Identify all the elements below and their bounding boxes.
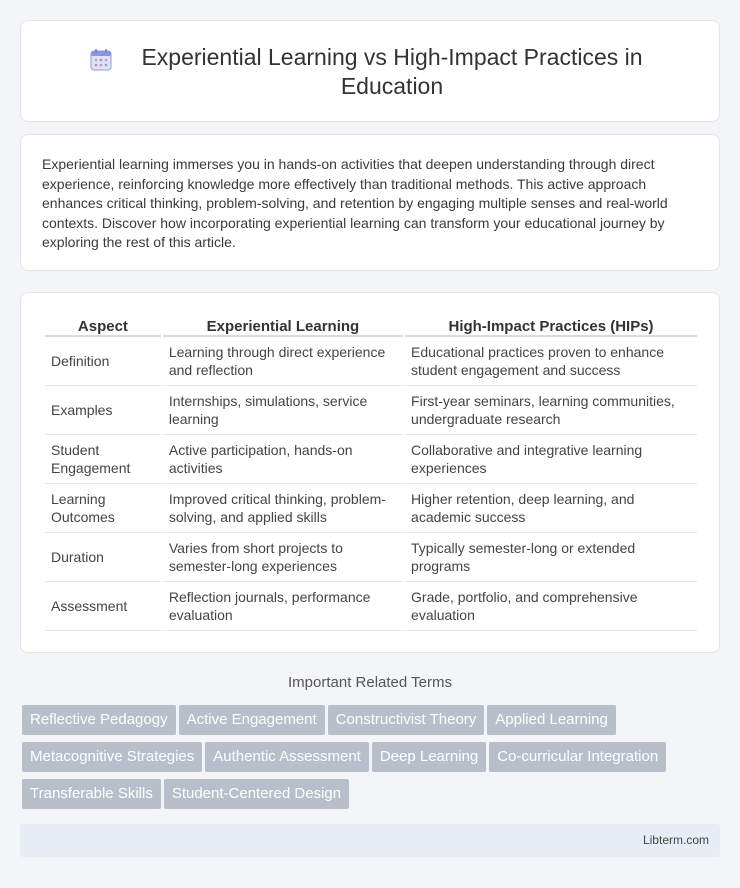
related-terms-list: [22, 705, 722, 816]
tag-active-engagement[interactable]: Active Engagement: [179, 705, 325, 735]
intro-paragraph: Experiential learning immerses you in hands-on activities that deepen understanding through direct experience, reinforcing knowledge more effectively than traditional methods. This active approach enhances critical thinking, problem-solving, and retention by engaging multiple senses and real-world contexts. Discover how incorporating experiential learning can transform your educational journey by exploring the rest of this article.: [42, 156, 668, 251]
footer: [20, 824, 720, 857]
tag-constructivist-theory[interactable]: Constructivist Theory: [328, 705, 485, 735]
cell-hips: Educational practices proven to enhance student engagement and success: [405, 337, 697, 386]
page-title: Experiential Learning vs High-Impact Practices in Education: [141, 44, 643, 99]
tag-applied-learning[interactable]: Applied Learning: [487, 705, 616, 735]
intro-card: [20, 134, 720, 271]
comparison-table: [43, 315, 699, 631]
tag-reflective-pedagogy[interactable]: Reflective Pedagogy: [22, 705, 176, 735]
cell-aspect: Definition: [45, 337, 161, 386]
cell-experiential: Improved critical thinking, problem-solving, and applied skills: [163, 484, 403, 533]
cell-hips: Higher retention, deep learning, and academic success: [405, 484, 697, 533]
table-header-row: [45, 315, 697, 337]
tag-authentic-assessment[interactable]: Authentic Assessment: [205, 742, 369, 772]
table-row: [45, 533, 697, 582]
cell-aspect: Duration: [45, 533, 161, 582]
tag-metacognitive-strategies[interactable]: Metacognitive Strategies: [22, 742, 202, 772]
header-aspect: Aspect: [45, 315, 161, 337]
cell-aspect: Student Engagement: [45, 435, 161, 484]
cell-hips: First-year seminars, learning communities, undergraduate research: [405, 386, 697, 435]
tag-transferable-skills[interactable]: Transferable Skills: [22, 779, 161, 809]
tag-co-curricular-integration[interactable]: Co-curricular Integration: [489, 742, 666, 772]
table-row: [45, 582, 697, 631]
tag-student-centered-design[interactable]: Student-Centered Design: [164, 779, 349, 809]
table-row: [45, 435, 697, 484]
cell-hips: Grade, portfolio, and comprehensive evaluation: [405, 582, 697, 631]
cell-experiential: Reflection journals, performance evaluation: [163, 582, 403, 631]
tag-deep-learning[interactable]: Deep Learning: [372, 742, 486, 772]
header-experiential: Experiential Learning: [163, 315, 403, 337]
cell-experiential: Internships, simulations, service learning: [163, 386, 403, 435]
cell-aspect: Learning Outcomes: [45, 484, 161, 533]
cell-hips: Collaborative and integrative learning experiences: [405, 435, 697, 484]
cell-experiential: Learning through direct experience and reflection: [163, 337, 403, 386]
table-row: [45, 386, 697, 435]
table-row: [45, 484, 697, 533]
comparison-table-card: [20, 292, 720, 653]
footer-brand[interactable]: Libterm.com: [642, 833, 709, 847]
title-card: [20, 20, 720, 122]
cell-experiential: Varies from short projects to semester-long experiences: [163, 533, 403, 582]
related-terms-title: Important Related Terms: [288, 674, 452, 691]
cell-experiential: Active participation, hands-on activities: [163, 435, 403, 484]
cell-aspect: Assessment: [45, 582, 161, 631]
table-row: [45, 337, 697, 386]
header-hips: High-Impact Practices (HIPs): [405, 315, 697, 337]
cell-aspect: Examples: [45, 386, 161, 435]
cell-hips: Typically semester-long or extended programs: [405, 533, 697, 582]
